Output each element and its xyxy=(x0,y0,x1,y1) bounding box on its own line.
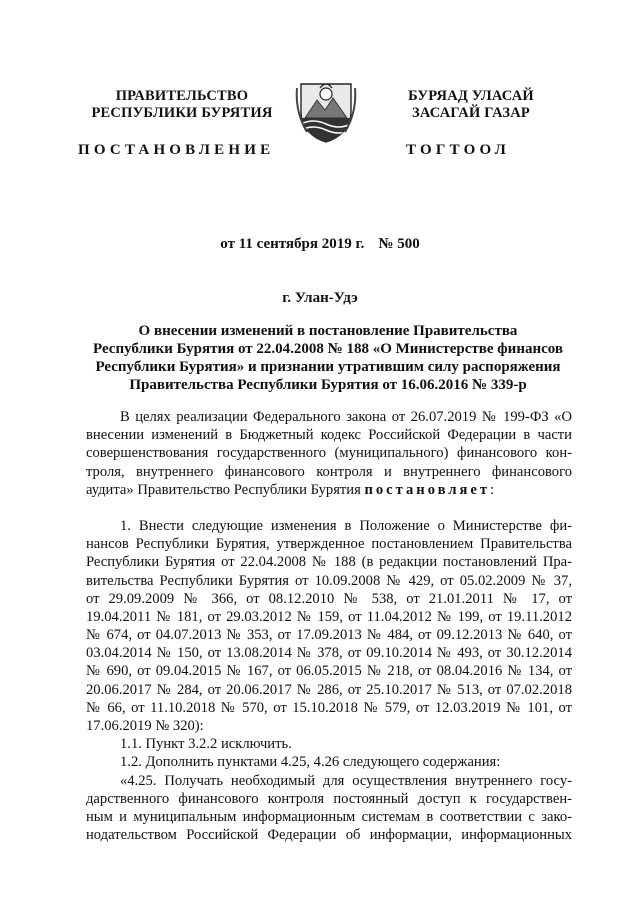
header-right-line-1: БУРЯАД УЛАСАЙ xyxy=(408,88,534,104)
item4-25-line: ным и муниципальным информационным системам в соответствии с зако- xyxy=(86,808,572,825)
item1-line: 03.04.2014 № 150, от 13.08.2014 № 378, от 09.10.2014 № 493, от 30.12.2014 xyxy=(86,645,572,662)
paragraph-gap xyxy=(86,499,572,517)
date-number-line xyxy=(0,236,640,253)
preamble-last-text: аудита» Правительство Республики Бурятия xyxy=(86,481,365,498)
document-body xyxy=(86,408,572,844)
doctype-right: ТОГТООЛ xyxy=(406,142,510,158)
doctype-left: ПОСТАНОВЛЕНИЕ xyxy=(78,142,275,158)
preamble-line: внесении изменений в Бюджетный кодекс Российской Федерации в части xyxy=(86,427,572,444)
header-right-block xyxy=(386,88,556,122)
preamble-line: В целях реализации Федерального закона от 26.07.2019 № 199-ФЗ «О xyxy=(120,409,572,425)
item1-line: Республики Бурятия от 22.04.2008 № 188 (в редакции постановлений Пра- xyxy=(86,554,572,571)
preamble-line: совершенствования государственного (муниципального) финансового кон- xyxy=(86,445,572,462)
item1-line: 1. Внести следующие изменения в Положение о Министерстве фи- xyxy=(120,517,572,534)
item1-line: нансов Республики Бурятия, утвержденное постановлением Правительства xyxy=(86,536,572,553)
item1-line: 20.06.2017 № 284, от 20.06.2017 № 286, от 25.10.2017 № 513, от 07.02.2018 xyxy=(86,681,572,698)
document-title xyxy=(78,322,578,394)
title-line: О внесении изменений в постановление Правительства xyxy=(138,323,518,339)
item4-25-line: нодательством Российской Федерации об информации, информационных xyxy=(86,827,572,844)
item1-1: 1.1. Пункт 3.2.2 исключить. xyxy=(120,736,292,753)
header-right-line-2: ЗАСАГАЙ ГАЗАР xyxy=(412,105,530,121)
item1-line: 17.06.2019 № 320): xyxy=(86,718,204,734)
item1-line: № 66, от 11.10.2018 № 570, от 15.10.2018 № 579, от 12.03.2019 № 101, от xyxy=(86,699,572,716)
decree-word: постановляет xyxy=(364,481,491,498)
title-line: Правительства Республики Бурятия от 16.06.2016 № 339-р xyxy=(129,377,527,393)
item1-2: 1.2. Дополнить пунктами 4.25, 4.26 следующего содержания: xyxy=(120,754,501,771)
title-line: Республики Бурятия» и признании утратившим силу распоряжения xyxy=(95,359,561,375)
item4-25-line: дарственного финансового контроля постоянный доступ к государствен- xyxy=(86,790,572,807)
preamble-colon: : xyxy=(490,481,495,498)
header-left-block xyxy=(88,88,276,122)
document-city: г. Улан-Удэ xyxy=(282,290,358,306)
header-left-line-2: РЕСПУБЛИКИ БУРЯТИЯ xyxy=(91,105,273,121)
title-line: Республики Бурятия от 22.04.2008 № 188 «О Министерстве финансов xyxy=(92,341,563,357)
item1-line: от 29.09.2009 № 366, от 08.12.2010 № 538, от 21.01.2011 № 17, от xyxy=(86,590,572,607)
document-number: № 500 xyxy=(378,236,420,252)
header-left-line-1: ПРАВИТЕЛЬСТВО xyxy=(115,88,249,104)
preamble-line: троля, внутреннего финансового контроля и внутреннего финансового xyxy=(86,463,572,480)
item4-25-line: «4.25. Получать необходимый для осуществления внутреннего госу- xyxy=(120,772,572,789)
item1-line: № 674, от 04.07.2013 № 353, от 17.09.2013 № 484, от 09.12.2013 № 640, от xyxy=(86,627,572,644)
coat-of-arms-emblem xyxy=(295,78,357,144)
item1-line: № 690, от 09.04.2015 № 167, от 06.05.2015 № 218, от 08.04.2016 № 134, от xyxy=(86,663,572,680)
document-date: от 11 сентября 2019 г. xyxy=(220,236,365,252)
preamble-last-line xyxy=(86,481,572,499)
item1-line: вительства Республики Бурятия от 10.09.2008 № 429, от 05.02.2009 № 37, xyxy=(86,572,572,589)
item1-line: 19.04.2011 № 181, от 29.03.2012 № 159, от 11.04.2012 № 199, от 19.11.2012 xyxy=(86,608,572,625)
